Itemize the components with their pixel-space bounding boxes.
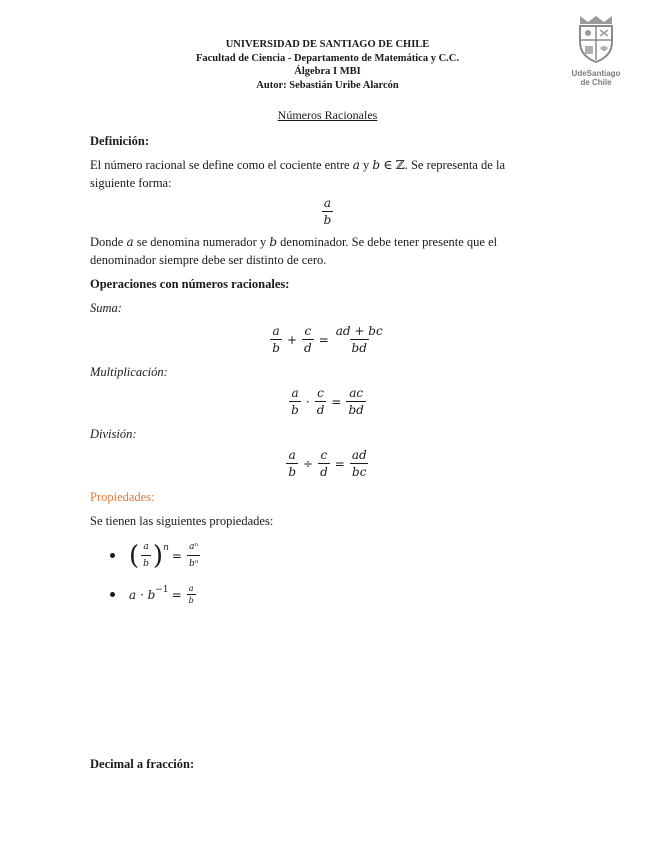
- fraction: [346, 386, 365, 417]
- denominator: d: [304, 341, 312, 355]
- operaciones-heading: Operaciones con números racionales:: [90, 277, 290, 291]
- suma-label: Suma:: [90, 301, 122, 315]
- numerator: aⁿ: [189, 542, 199, 552]
- definicion-text-part: y: [359, 158, 373, 172]
- divide-operator: ÷: [303, 456, 314, 471]
- property-power: [110, 540, 202, 571]
- equals-operator: =: [171, 587, 182, 602]
- exponent: n: [163, 542, 169, 553]
- numerator: a: [188, 584, 194, 593]
- multiplicacion-formula: [0, 386, 655, 417]
- numerator: a: [323, 196, 332, 210]
- course-line: Álgebra I MBI: [294, 66, 361, 78]
- numerator: c: [320, 448, 328, 462]
- fraction: [318, 448, 330, 479]
- equals-operator: =: [318, 332, 329, 347]
- denominator: bd: [348, 403, 364, 417]
- denominator: bⁿ: [187, 555, 200, 571]
- bullet-icon: [110, 592, 115, 597]
- denominator: d: [316, 403, 325, 417]
- multiplicacion-label: Multiplicación:: [90, 365, 168, 379]
- donde-text: [90, 233, 550, 269]
- definicion-text-part: El número racional se define como el cociente entre: [90, 158, 353, 172]
- var-a: a: [126, 235, 134, 249]
- suma-formula: [0, 324, 655, 355]
- page-title: Números Racionales: [277, 108, 378, 122]
- donde-text-part: se denomina numerador y: [133, 235, 270, 249]
- numerator: a: [288, 448, 296, 462]
- paren-close: ): [152, 540, 164, 571]
- fraction: [334, 324, 385, 355]
- exponent: −1: [155, 584, 169, 595]
- numerator: ac: [349, 386, 364, 400]
- fraction: [289, 386, 301, 417]
- denominator: b: [188, 596, 194, 605]
- fraction: [350, 448, 369, 479]
- denominator: b: [272, 341, 280, 355]
- denominator: b: [288, 465, 297, 479]
- numerator: a: [143, 542, 149, 552]
- property-inverse: [110, 584, 198, 605]
- university-logo: [566, 12, 626, 90]
- definicion-text-part: ∈ ℤ. Se representa de la siguiente forma:: [90, 158, 506, 190]
- division-label: División:: [90, 427, 137, 441]
- fraction: [315, 386, 327, 417]
- donde-text-part: Donde: [90, 235, 127, 249]
- logo-text-line1: UdeSantiago: [571, 69, 621, 78]
- document-header: [0, 38, 655, 92]
- equals-operator: =: [334, 456, 345, 471]
- definicion-text: [90, 156, 550, 192]
- fraction-a-b: [322, 196, 334, 227]
- fraction: [187, 584, 196, 605]
- bullet-icon: [110, 553, 115, 558]
- equals-operator: =: [171, 548, 182, 563]
- lhs-expression: a · b: [129, 587, 156, 602]
- numerator: a: [291, 386, 299, 400]
- var-b: b: [269, 235, 278, 249]
- plus-operator: +: [286, 332, 298, 347]
- fraction: [286, 448, 298, 479]
- faculty-line: Facultad de Ciencia - Departamento de Matemática y C.C.: [195, 52, 460, 64]
- numerator: c: [317, 386, 324, 400]
- decimal-heading: Decimal a fracción:: [90, 757, 195, 771]
- division-formula: [0, 448, 655, 479]
- denominator: bc: [352, 465, 367, 479]
- var-a: a: [352, 158, 360, 172]
- donde-text-part: denominador. Se debe tener presente que el denominador siempre debe ser distinto de cero.: [90, 235, 498, 267]
- fraction: [187, 540, 200, 571]
- denominator: bd: [351, 341, 367, 355]
- denominator: d: [320, 465, 328, 479]
- fraction: [302, 324, 314, 355]
- numerator: ad: [351, 448, 367, 462]
- definicion-heading: Definición:: [90, 134, 150, 148]
- denominator: b: [291, 403, 299, 417]
- definicion-formula: [0, 196, 655, 227]
- paren-open: (: [129, 540, 140, 571]
- fraction: [270, 324, 282, 355]
- denominator: b: [323, 213, 332, 227]
- author-line: Autor: Sebastián Uribe Alarcón: [256, 79, 399, 91]
- logo-text-line2: de Chile: [580, 78, 612, 87]
- numerator: c: [304, 324, 312, 338]
- numerator: ad + bc: [335, 324, 383, 338]
- fraction: [141, 540, 151, 571]
- var-b: b: [372, 158, 381, 172]
- times-operator: ·: [305, 394, 310, 409]
- propiedades-heading: Propiedades:: [90, 490, 155, 504]
- denominator: b: [141, 555, 151, 571]
- university-name: UNIVERSIDAD DE SANTIAGO DE CHILE: [225, 39, 430, 50]
- propiedades-intro: Se tienen las siguientes propiedades:: [90, 514, 274, 528]
- numerator: a: [272, 324, 280, 338]
- equals-operator: =: [331, 394, 342, 409]
- crest-icon: [574, 12, 618, 64]
